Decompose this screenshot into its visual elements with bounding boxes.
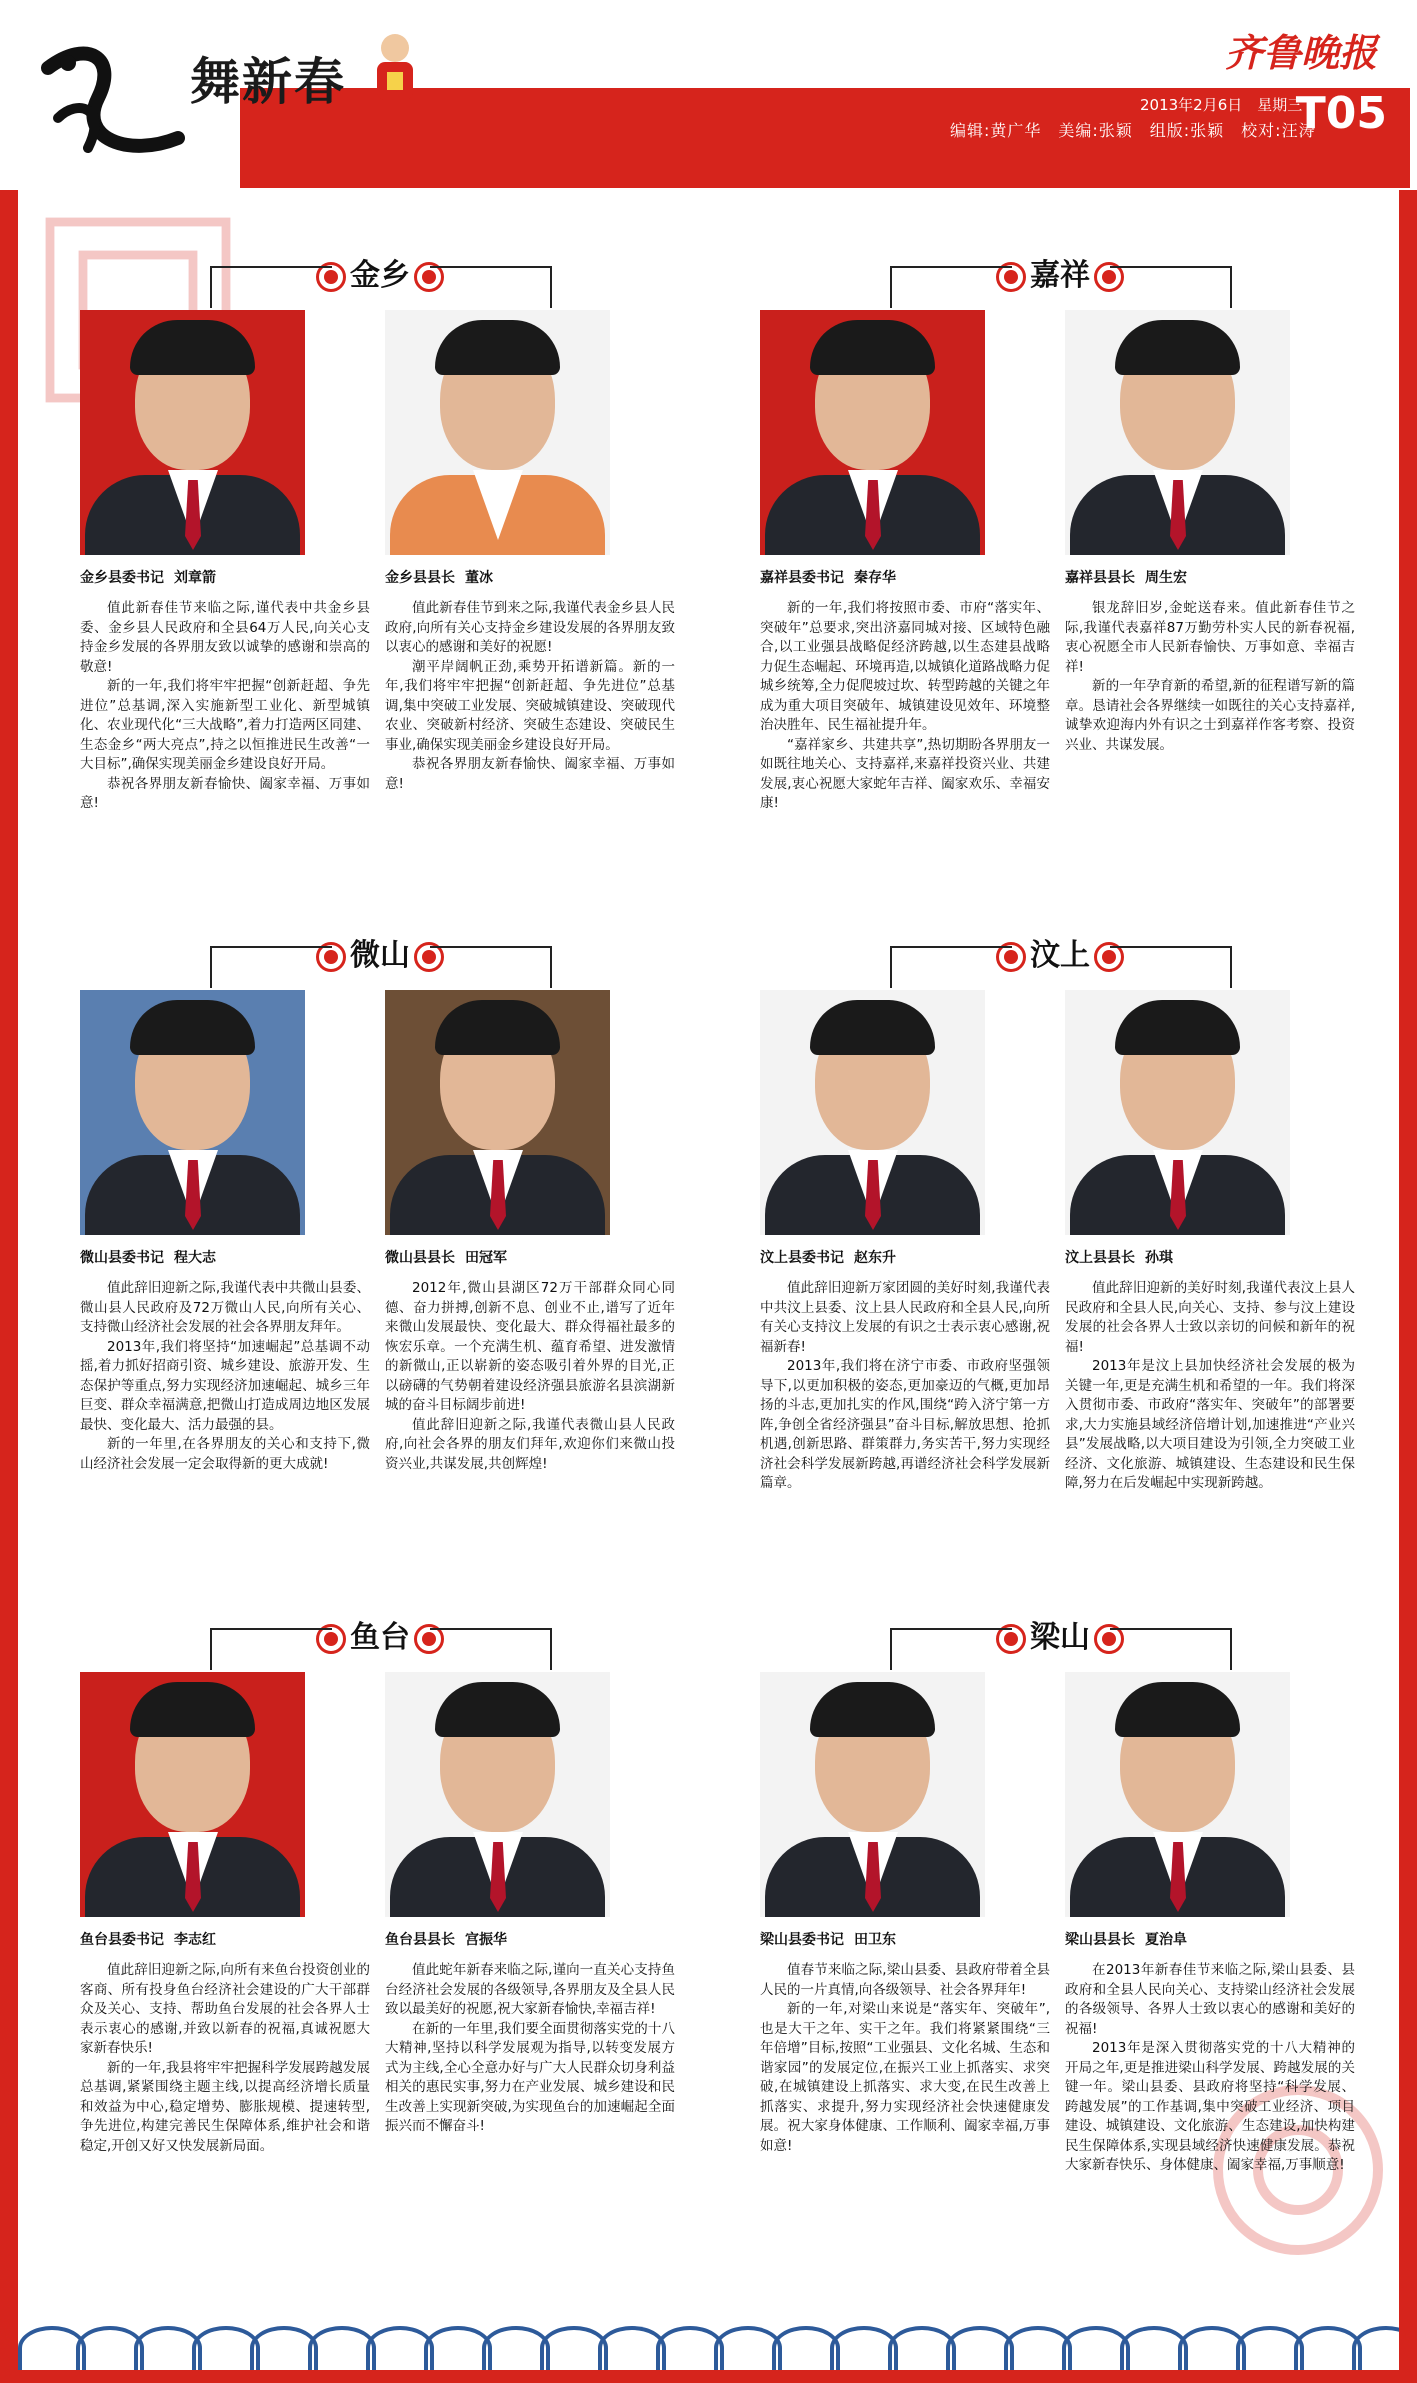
greeting-text: [385, 1279, 675, 1474]
bracket-right: [430, 1628, 552, 1670]
official-caption: [760, 1929, 1050, 1949]
column-title: 舞新春: [190, 52, 346, 111]
region-3: [740, 930, 1380, 1580]
bracket-right: [1110, 266, 1232, 308]
bracket-left: [890, 1628, 1012, 1670]
official-title: 鱼台县县长: [385, 1932, 455, 1948]
official-name: 周生宏: [1145, 570, 1187, 586]
greeting-paragraph: 恭祝各界朋友新春愉快、阖家幸福、万事如意!: [80, 775, 370, 811]
greeting-paragraph: 银龙辞旧岁,金蛇送春来。值此新春佳节之际,我谨代表嘉祥87万勤劳朴实人民的新春祝福,衷心祝愿全市人民新春愉快、万事如意、幸福吉祥!: [1065, 600, 1355, 675]
official-name: 秦存华: [854, 570, 896, 586]
greeting-text: [385, 599, 675, 794]
greeting-text: [1065, 1279, 1355, 1494]
greeting-paragraph: 2013年是深入贯彻落实党的十八大精神的开局之年,更是推进梁山科学发展、跨越发展的关键一年。梁山县委、县政府将坚持“科学发展、跨越发展”的工作基调,集中突破工业经济、项目建设、城镇建设、文化旅游、生态建设,加快构建民生保障体系,实现县域经济快速健康发展。恭祝大家新春快乐、身体健康、阖家幸福,万事顺意!: [1065, 2040, 1355, 2173]
greeting-paragraph: 值此辞旧迎新的美好时刻,我谨代表汶上县人民政府和全县人民,向关心、支持、参与汶上建设发展的社会各界人士致以亲切的问候和新年的祝福!: [1065, 1280, 1355, 1355]
official-name: 李志红: [174, 1932, 216, 1948]
official-profile: [80, 990, 370, 1474]
official-caption: [385, 1929, 675, 1949]
official-title: 微山县县长: [385, 1250, 455, 1266]
bracket-left: [890, 946, 1012, 988]
official-name: 田冠军: [465, 1250, 507, 1266]
official-caption: [1065, 1247, 1355, 1267]
lantern-icon: [365, 28, 425, 108]
bracket-left: [210, 266, 332, 308]
greeting-paragraph: 在新的一年里,我们要全面贯彻落实党的十八大精神,坚持以科学发展观为指导,以转变发展方式为主线,全心全意办好与广大人民群众切身利益相关的惠民实事,努力在产业发展、城乡建设和民生改善上实现新突破,为实现鱼台的加速崛起全面振兴而不懈奋斗!: [385, 2020, 675, 2134]
greeting-paragraph: 值此辞旧迎新之际,向所有来鱼台投资创业的客商、所有投身鱼台经济社会建设的广大干部群众及关心、支持、帮助鱼台发展的社会各界人士表示衷心的感谢,并致以新春的祝福,真诚祝愿大家新春快乐!: [80, 1962, 370, 2056]
official-title: 嘉祥县委书记: [760, 570, 844, 586]
official-portrait: [760, 990, 985, 1235]
bracket-left: [210, 946, 332, 988]
official-portrait: [1065, 990, 1290, 1235]
official-caption: [1065, 567, 1355, 587]
official-profile: [760, 1672, 1050, 2156]
greeting-text: [760, 1279, 1050, 1494]
official-portrait: [385, 310, 610, 555]
region-0: [60, 250, 700, 900]
official-portrait: [760, 310, 985, 555]
region-title: [740, 1612, 1380, 1656]
region-title: [60, 1612, 700, 1656]
official-name: 夏治阜: [1145, 1932, 1187, 1948]
greeting-text: [80, 1279, 370, 1474]
region-name: 梁山: [1030, 1620, 1090, 1655]
greeting-paragraph: 值此蛇年新春来临之际,谨向一直关心支持鱼台经济社会发展的各级领导,各界朋友及全县人民致以最美好的祝愿,祝大家新春愉快,幸福吉祥!: [385, 1962, 675, 2017]
greeting-paragraph: 值此新春佳节来临之际,谨代表中共金乡县委、金乡县人民政府和全县64万人民,向关心支持金乡发展的各界朋友致以诚挚的感谢和崇高的敬意!: [80, 600, 370, 675]
page-number: T05: [1295, 88, 1387, 139]
official-profile: [1065, 1672, 1355, 2176]
official-caption: [80, 1247, 370, 1267]
greeting-paragraph: 2013年,我们将坚持“加速崛起”总基调不动摇,着力抓好招商引资、城乡建设、旅游开发、生态保护等重点,努力实现经济加速崛起、城乡三年巨变、群众幸福满意,把微山打造成周边地区发展最快、变化最大、活力最强的县。: [80, 1338, 370, 1433]
official-profile: [760, 990, 1050, 1494]
greeting-paragraph: 恭祝各界朋友新春愉快、阖家幸福、万事如意!: [385, 756, 675, 792]
official-profile: [1065, 990, 1355, 1494]
region-2: [60, 930, 700, 1580]
newspaper-name: 齐鲁晚报: [1224, 30, 1377, 75]
official-title: 嘉祥县县长: [1065, 570, 1135, 586]
greeting-paragraph: “嘉祥家乡、共建共享”,热切期盼各界朋友一如既往地关心、支持嘉祥,来嘉祥投资兴业、共建发展,衷心祝愿大家蛇年吉祥、阖家欢乐、幸福安康!: [760, 736, 1050, 811]
bottom-wave-decoration: [18, 2300, 1399, 2370]
greeting-text: [80, 599, 370, 814]
greeting-paragraph: 潮平岸阔帆正劲,乘势开拓谱新篇。新的一年,我们将牢牢把握“创新赶超、争先进位”总基调,集中突破工业发展、突破城镇建设、突破现代农业、突破新村经济、突破生态建设、突破民生事业,确保实现美丽金乡建设良好开局。: [385, 658, 675, 753]
official-title: 金乡县县长: [385, 570, 455, 586]
official-title: 鱼台县委书记: [80, 1932, 164, 1948]
official-caption: [760, 1247, 1050, 1267]
official-caption: [385, 1247, 675, 1267]
greeting-text: [760, 1961, 1050, 2156]
wave-icon: [1352, 2326, 1399, 2370]
greeting-paragraph: 新的一年,我县将牢牢把握科学发展跨越发展总基调,紧紧围绕主题主线,以提高经济增长质量和效益为中心,稳定增势、膨胀规模、提速转型,争先进位,构建完善民生保障体系,维护社会和谐稳定,开创又好又快发展新局面。: [80, 2059, 370, 2154]
greeting-paragraph: 值此辞旧迎新之际,我谨代表中共微山县委、微山县人民政府及72万微山人民,向所有关心、支持微山经济社会发展的社会各界朋友拜年。: [80, 1280, 370, 1335]
issue-weekday: 星期三: [1257, 96, 1303, 114]
greeting-text: [1065, 1961, 1355, 2176]
official-portrait: [1065, 1672, 1290, 1917]
official-caption: [385, 567, 675, 587]
bracket-right: [430, 946, 552, 988]
bracket-right: [1110, 946, 1232, 988]
region-title: [740, 250, 1380, 294]
official-name: 孙琪: [1145, 1250, 1173, 1266]
official-name: 宫振华: [465, 1932, 507, 1948]
greeting-text: [80, 1961, 370, 2156]
greeting-paragraph: 新的一年里,在各界朋友的关心和支持下,微山经济社会发展一定会取得新的更大成就!: [80, 1436, 370, 1472]
official-name: 董冰: [465, 570, 493, 586]
official-portrait: [1065, 310, 1290, 555]
official-name: 刘章箭: [174, 570, 216, 586]
region-name: 汶上: [1030, 938, 1090, 973]
region-title: [60, 250, 700, 294]
greeting-text: [760, 599, 1050, 814]
official-profile: [80, 310, 370, 814]
snake-calligraphy-icon: [28, 28, 198, 178]
greeting-text: [385, 1961, 675, 2137]
region-5: [740, 1612, 1380, 2262]
greeting-paragraph: 新的一年,对梁山来说是“落实年、突破年”,也是大干之年、实干之年。我们将紧紧围绕“三年倍增”目标,按照“工业强县、文化名城、生态和谐家园”的发展定位,在振兴工业上抓落实、求突破,在城镇建设上抓落实、求大变,在民生改善上抓落实、求提升,努力实现经济社会快速健康发展。祝大家身体健康、工作顺利、阖家幸福,万事如意!: [760, 2001, 1050, 2154]
official-portrait: [80, 990, 305, 1235]
official-title: 梁山县县长: [1065, 1932, 1135, 1948]
official-title: 梁山县委书记: [760, 1932, 844, 1948]
official-portrait: [385, 1672, 610, 1917]
region-name: 金乡: [350, 258, 410, 293]
bracket-right: [430, 266, 552, 308]
official-caption: [80, 567, 370, 587]
bracket-left: [890, 266, 1012, 308]
official-profile: [385, 1672, 675, 2137]
greeting-paragraph: 值此新春佳节到来之际,我谨代表金乡县人民政府,向所有关心支持金乡建设发展的各界朋友致以衷心的感谢和美好的祝愿!: [385, 600, 675, 655]
region-title: [740, 930, 1380, 974]
greeting-paragraph: 值此辞旧迎新之际,我谨代表微山县人民政府,向社会各界的朋友们拜年,欢迎你们来微山投资兴业,共谋发展,共创辉煌!: [385, 1416, 675, 1472]
region-4: [60, 1612, 700, 2262]
official-portrait: [80, 310, 305, 555]
official-title: 汶上县县长: [1065, 1250, 1135, 1266]
official-profile: [1065, 310, 1355, 755]
region-1: [740, 250, 1380, 900]
official-profile: [760, 310, 1050, 814]
editor-credits: 编辑:黄广华 美编:张颖 组版:张颖 校对:汪涛: [950, 121, 1316, 140]
official-title: 金乡县委书记: [80, 570, 164, 586]
official-portrait: [385, 990, 610, 1235]
region-title: [60, 930, 700, 974]
bracket-left: [210, 1628, 332, 1670]
region-name: 嘉祥: [1030, 258, 1090, 293]
issue-date: 2013年2月6日: [1140, 96, 1243, 114]
official-name: 程大志: [174, 1250, 216, 1266]
greeting-paragraph: 2013年是汶上县加快经济社会发展的极为关键一年,更是充满生机和希望的一年。我们将深入贯彻市委、市政府“落实年、突破年”的部署要求,大力实施县域经济倍增计划,加速推进“产业兴县”发展战略,以大项目建设为引领,全力突破工业经济、文化旅游、城镇建设、生态建设和民生保障,努力在后发崛起中实现新跨越。: [1065, 1358, 1355, 1491]
official-profile: [385, 990, 675, 1474]
bracket-right: [1110, 1628, 1232, 1670]
official-profile: [80, 1672, 370, 2156]
greeting-paragraph: 新的一年,我们将按照市委、市府“落实年、突破年”总要求,突出济嘉同城对接、区域特色融合,以工业强县战略促经济跨越,以生态建县战略力促生态崛起、环境再造,以城镇化道路战略力促城乡统筹,全力促爬坡过坎、转型跨越的关键之年成为重大项目突破年、城镇建设见效年、环境整治决胜年、民生福祉提升年。: [760, 600, 1050, 733]
greeting-text: [1065, 599, 1355, 755]
greeting-paragraph: 在2013年新春佳节来临之际,梁山县委、县政府和全县人民向关心、支持梁山经济社会发展的各级领导、各界人士致以衷心的感谢和美好的祝福!: [1065, 1962, 1355, 2037]
official-portrait: [80, 1672, 305, 1917]
official-caption: [760, 567, 1050, 587]
official-portrait: [760, 1672, 985, 1917]
official-profile: [385, 310, 675, 794]
official-name: 赵东升: [854, 1250, 896, 1266]
official-title: 微山县委书记: [80, 1250, 164, 1266]
official-caption: [80, 1929, 370, 1949]
official-title: 汶上县委书记: [760, 1250, 844, 1266]
greeting-paragraph: 新的一年孕育新的希望,新的征程谱写新的篇章。恳请社会各界继续一如既往的关心支持嘉祥,诚挚欢迎海内外有识之士到嘉祥作客考察、投资兴业、共谋发展。: [1065, 678, 1355, 753]
greeting-paragraph: 2012年,微山县湖区72万干部群众同心同德、奋力拼搏,创新不息、创业不止,谱写了近年来微山发展最快、变化最大、群众得福社最多的恢宏乐章。一个充满生机、蕴育希望、进发激情的新微山,正以崭新的姿态吸引着外界的目光,正以磅礴的气势朝着建设经济强县旅游名县滨湖新城的奋斗目标阔步前进!: [385, 1280, 675, 1413]
official-name: 田卫东: [854, 1932, 896, 1948]
greeting-paragraph: 值春节来临之际,梁山县委、县政府带着全县人民的一片真情,向各级领导、社会各界拜年!: [760, 1962, 1050, 1998]
issue-info: [1140, 94, 1302, 115]
greeting-paragraph: 新的一年,我们将牢牢把握“创新赶超、争先进位”总基调,深入实施新型工业化、新型城镇化、农业现代化“三大战略”,着力打造两区同建、生态金乡“两大亮点”,持之以恒推进民生改善“一大目标”,确保实现美丽金乡建设良好开局。: [80, 678, 370, 772]
masthead: [0, 0, 1417, 190]
official-caption: [1065, 1929, 1355, 1949]
region-name: 微山: [350, 938, 410, 973]
greeting-paragraph: 2013年,我们将在济宁市委、市政府坚强领导下,以更加积极的姿态,更加豪迈的气概,更加昂扬的斗志,更加扎实的作风,围绕“跨入济宁第一方阵,争创全省经济强县”奋斗目标,解放思想、抢抓机遇,创新思路、群策群力,务实苦干,努力实现经济社会科学发展新跨越,再谱经济社会科学发展新篇章。: [760, 1358, 1050, 1491]
greeting-paragraph: 值此辞旧迎新万家团圆的美好时刻,我谨代表中共汶上县委、汶上县人民政府和全县人民,向所有关心支持汶上发展的有识之士表示衷心感谢,祝福新春!: [760, 1280, 1050, 1355]
region-name: 鱼台: [350, 1620, 410, 1655]
